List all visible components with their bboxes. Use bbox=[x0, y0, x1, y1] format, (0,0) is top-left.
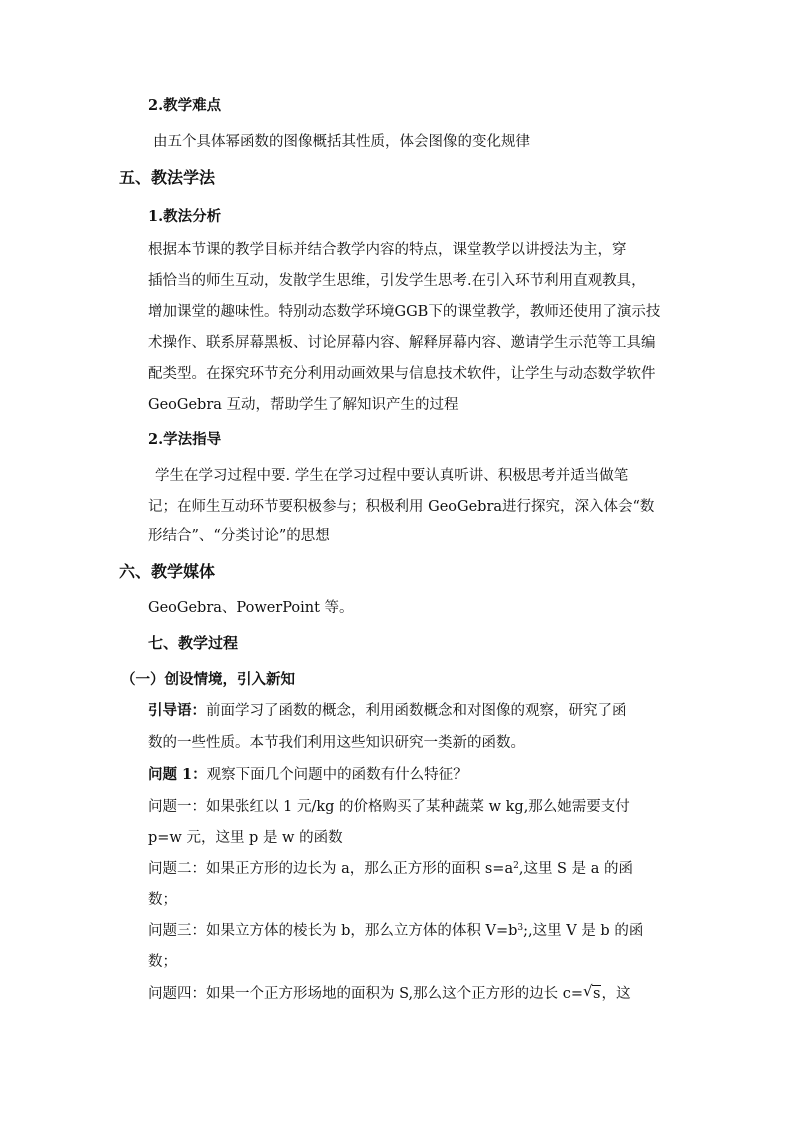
paragraph-line: 增加课堂的趣味性。特别动态数学环境GGB下的课堂教学，教师还使用了演示技 bbox=[148, 304, 661, 320]
intro-line-1 bbox=[148, 701, 627, 721]
teaching-difficulty-text: 由五个具体幂函数的图像概括其性质，体会图像的变化规律 bbox=[153, 134, 530, 150]
paragraph-line: 配类型。在探究环节充分利用动画效果与信息技术软件，让学生与动态数学软件 bbox=[148, 366, 656, 382]
problem-3-line-2: 数； bbox=[148, 954, 177, 970]
section-title-teaching-difficulty: 2.教学难点 bbox=[148, 97, 222, 114]
problem-3-exponent: 3 bbox=[517, 923, 524, 933]
media-text: GeoGebra、PowerPoint 等。 bbox=[148, 600, 354, 616]
paragraph-line: 插恰当的师生互动，发散学生思维，引发学生思考.在引入环节利用直观教具， bbox=[148, 273, 646, 289]
problem-3-text: 问题三：如果立方体的棱长为 b，那么立方体的体积 V=b bbox=[148, 923, 518, 939]
problem-2-line-2: 数； bbox=[148, 892, 177, 908]
intro-text-1: 前面学习了函数的概念，利用函数概念和对图像的观察，研究了函 bbox=[206, 703, 627, 719]
section-title-methods: 五、教法学法 bbox=[119, 168, 216, 187]
question-1-text: 观察下面几个问题中的函数有什么特征？ bbox=[206, 767, 468, 783]
section-title-process: 七、教学过程 bbox=[148, 634, 239, 652]
paragraph-line: 记；在师生互动环节要积极参与；积极利用 GeoGebra进行探究，深入体会“数 bbox=[148, 499, 655, 515]
problem-4-line-1 bbox=[148, 984, 630, 1004]
paragraph-line: 学生在学习过程中要. 学生在学习过程中要认真听讲、积极思考并适当做笔 bbox=[155, 468, 629, 484]
paragraph-line: 根据本节课的教学目标并结合教学内容的特点，课堂教学以讲授法为主，穿 bbox=[148, 242, 627, 258]
radicand: s bbox=[593, 986, 601, 1002]
square-root-expression bbox=[583, 984, 601, 1004]
problem-2-line-1 bbox=[148, 859, 633, 879]
problem-3-line-1 bbox=[148, 921, 643, 941]
problem-1-line-1: 问题一：如果张红以 1 元/kg 的价格购买了某种蔬菜 w kg,那么她需要支付 bbox=[148, 799, 630, 815]
intro-line-2: 数的一些性质。本节我们利用这些知识研究一类新的函数。 bbox=[148, 735, 525, 751]
problem-4-text: 问题四：如果一个正方形场地的面积为 S,那么这个正方形的边长 c= bbox=[148, 986, 584, 1002]
problem-2-text: 问题二：如果正方形的边长为 a，那么正方形的面积 s=a bbox=[148, 861, 514, 877]
problem-3-text-end: ;,这里 V 是 b 的函 bbox=[523, 923, 644, 939]
subsection-title-context: （一）创设情境，引入新知 bbox=[121, 671, 295, 688]
section-title-media: 六、教学媒体 bbox=[119, 562, 216, 581]
problem-2-exponent: 2 bbox=[513, 861, 519, 871]
problem-4-text-end: ，这 bbox=[601, 986, 631, 1002]
question-1 bbox=[148, 765, 468, 785]
radical-sign: √ bbox=[583, 982, 593, 1000]
problem-1-line-2: p=w 元，这里 p 是 w 的函数 bbox=[148, 830, 343, 846]
problem-2-text-end: ,这里 S 是 a 的函 bbox=[518, 861, 633, 877]
paragraph-line: 术操作、联系屏幕黑板、讨论屏幕内容、解释屏幕内容、邀请学生示范等工具编 bbox=[148, 335, 656, 351]
paragraph-line: GeoGebra 互动，帮助学生了解知识产生的过程 bbox=[148, 397, 459, 413]
intro-label: 引导语： bbox=[148, 702, 206, 719]
question-1-label: 问题 1： bbox=[148, 766, 207, 783]
paragraph-line: 形结合”、“分类讨论”的思想 bbox=[148, 528, 330, 544]
section-title-learning-guidance: 2.学法指导 bbox=[148, 431, 222, 448]
section-title-teaching-method-analysis: 1.教法分析 bbox=[148, 208, 222, 225]
